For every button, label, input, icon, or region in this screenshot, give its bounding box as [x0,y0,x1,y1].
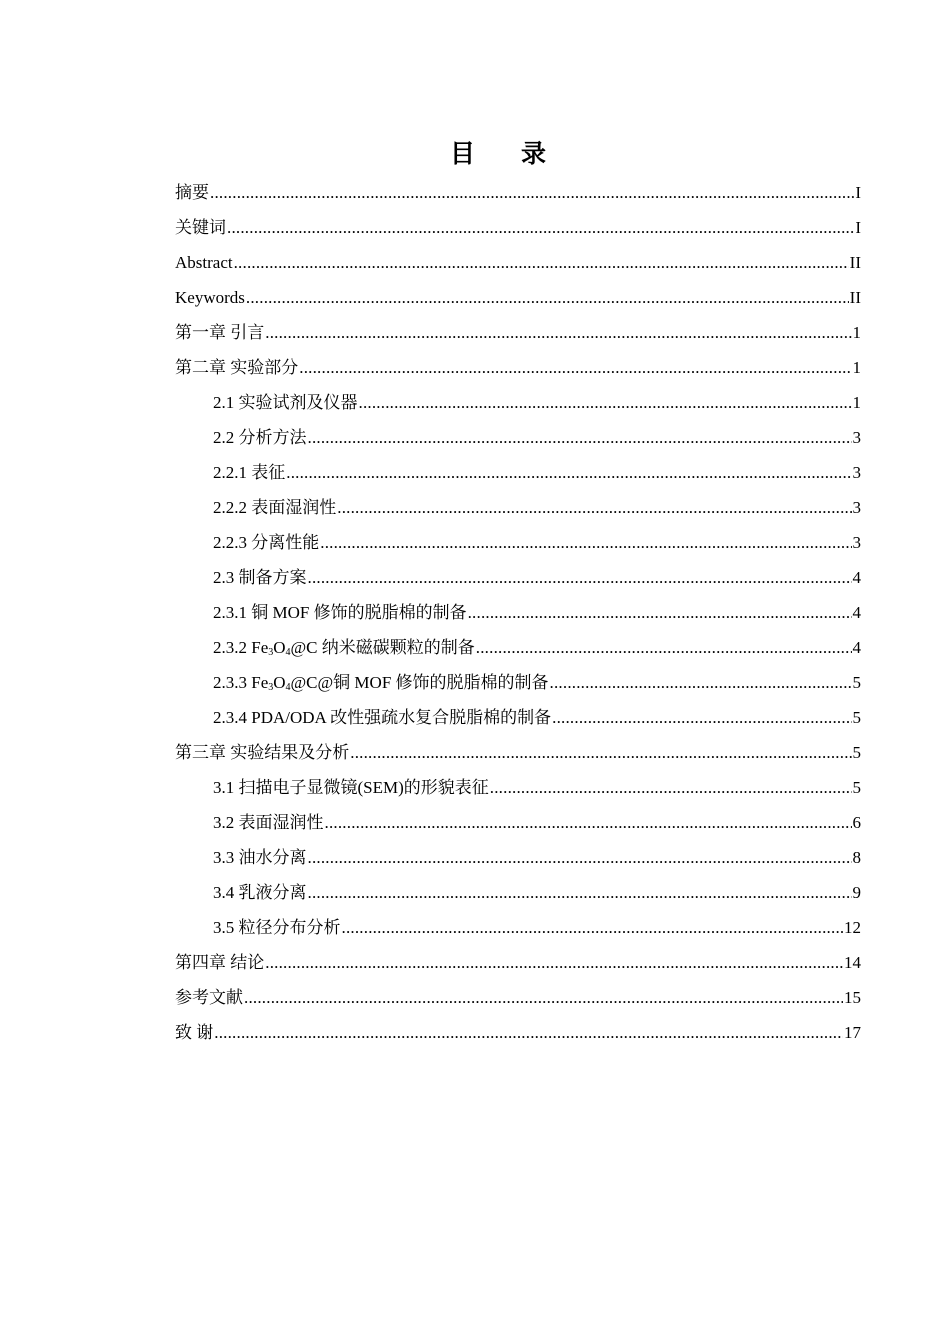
toc-entry-page-number: II [849,253,861,272]
toc-entry-page-number: 15 [844,988,861,1007]
dot-leader [552,700,851,735]
toc-entry-page-number: I [855,183,861,202]
toc-entry-page-number: 4 [852,638,861,657]
toc-entry[interactable] [175,630,861,665]
toc-entry-label: 2.2.2 表面湿润性 [213,498,337,517]
toc-entry[interactable] [175,385,861,420]
toc-entry-page-number: 3 [852,533,861,552]
toc-entry[interactable] [175,840,861,875]
dot-leader [265,945,843,980]
dot-leader [490,770,852,805]
toc-entry-page-number: 5 [852,708,861,727]
toc-entry-label: 3.5 粒径分布分析 [213,918,341,937]
toc-entry-page-number: 3 [852,463,861,482]
toc-entry[interactable] [175,525,861,560]
toc-entry[interactable] [175,945,861,980]
toc-entry[interactable] [175,595,861,630]
toc-title-part2: 录 [521,141,547,168]
toc-entry-label: 关键词 [175,218,226,237]
toc-entry[interactable] [175,735,861,770]
dot-leader [468,595,852,630]
dot-leader [227,210,854,245]
toc-entry[interactable] [175,910,861,945]
toc-entry-label: 2.2.1 表征 [213,463,286,482]
toc-list [175,175,861,1050]
toc-entry-label: 3.1 扫描电子显微镜(SEM)的形貌表征 [213,778,489,797]
toc-entry-page-number: 1 [852,358,861,377]
toc-entry-label: Abstract [175,253,233,272]
toc-entry-page-number: 9 [852,883,861,902]
toc-entry-label: 摘要 [175,183,209,202]
toc-entry-label: 2.3.1 铜 MOF 修饰的脱脂棉的制备 [213,603,467,622]
toc-entry[interactable] [175,420,861,455]
toc-entry[interactable] [175,770,861,805]
dot-leader [320,525,851,560]
toc-entry[interactable] [175,805,861,840]
toc-entry-label: 2.1 实验试剂及仪器 [213,393,358,412]
dot-leader [210,175,854,210]
toc-entry-label: 2.3.2 $Fe_3O_4@C$ 纳米磁碳颗粒的制备 [213,638,475,658]
toc-title-part1: 目 [449,141,475,168]
toc-entry-label: 2.3 制备方案 [213,568,307,587]
dot-leader [286,455,851,490]
toc-entry-label: Keywords [175,288,245,307]
toc-entry-label: 3.2 表面湿润性 [213,813,324,832]
dot-leader [550,665,852,700]
toc-entry-label: 3.4 乳液分离 [213,883,307,902]
toc-entry[interactable] [175,315,861,350]
toc-entry[interactable] [175,245,861,280]
toc-entry[interactable] [175,700,861,735]
toc-entry[interactable] [175,665,861,700]
toc-entry-label: 3.3 油水分离 [213,848,307,867]
dot-leader [359,385,852,420]
toc-entry-label: 第三章 实验结果及分析 [175,743,350,762]
toc-entry-page-number: 5 [852,778,861,797]
dot-leader [308,560,852,595]
toc-entry[interactable] [175,455,861,490]
toc-entry-page-number: 3 [852,498,861,517]
toc-entry-page-number: 4 [852,603,861,622]
toc-entry[interactable] [175,560,861,595]
toc-entry[interactable] [175,1015,861,1050]
dot-leader [246,280,849,315]
toc-entry[interactable] [175,280,861,315]
toc-entry-page-number: 14 [844,953,861,972]
dot-leader [214,1015,843,1050]
toc-entry-label: 第一章 引言 [175,323,265,342]
toc-entry-label: 第二章 实验部分 [175,358,299,377]
toc-entry-page-number: I [855,218,861,237]
toc-entry-page-number: 3 [852,428,861,447]
dot-leader [234,245,849,280]
toc-entry-page-number: 12 [844,918,861,937]
toc-entry-page-number: 1 [852,393,861,412]
toc-entry-label: 2.3.4 PDA/ODA 改性强疏水复合脱脂棉的制备 [213,708,552,727]
dot-leader [265,315,851,350]
toc-entry-page-number: 5 [852,673,861,692]
toc-entry-page-number: 5 [852,743,861,762]
dot-leader [342,910,844,945]
toc-entry-page-number: II [849,288,861,307]
toc-entry-label: 2.3.3 $Fe_3O_4@C@$铜 MOF 修饰的脱脂棉的制备 [213,673,549,693]
toc-entry[interactable] [175,980,861,1015]
toc-entry-page-number: 1 [852,323,861,342]
dot-leader [337,490,851,525]
dot-leader [308,875,852,910]
dot-leader [350,735,851,770]
toc-entry-label: 第四章 结论 [175,953,265,972]
toc-entry[interactable] [175,490,861,525]
toc-title [23,134,950,170]
toc-entry-label: 2.2 分析方法 [213,428,307,447]
toc-entry-label: 2.2.3 分离性能 [213,533,320,552]
toc-entry[interactable] [175,210,861,245]
toc-entry-page-number: 4 [852,568,861,587]
toc-entry[interactable] [175,175,861,210]
dot-leader [308,840,852,875]
dot-leader [325,805,852,840]
toc-entry-label: 致 谢 [175,1023,214,1042]
toc-entry[interactable] [175,875,861,910]
dot-leader [299,350,851,385]
dot-leader [244,980,843,1015]
dot-leader [476,630,852,665]
toc-entry-page-number: 17 [844,1023,861,1042]
toc-entry-label: 参考文献 [175,988,243,1007]
toc-entry[interactable] [175,350,861,385]
toc-entry-page-number: 6 [852,813,861,832]
dot-leader [308,420,852,455]
toc-entry-page-number: 8 [852,848,861,867]
